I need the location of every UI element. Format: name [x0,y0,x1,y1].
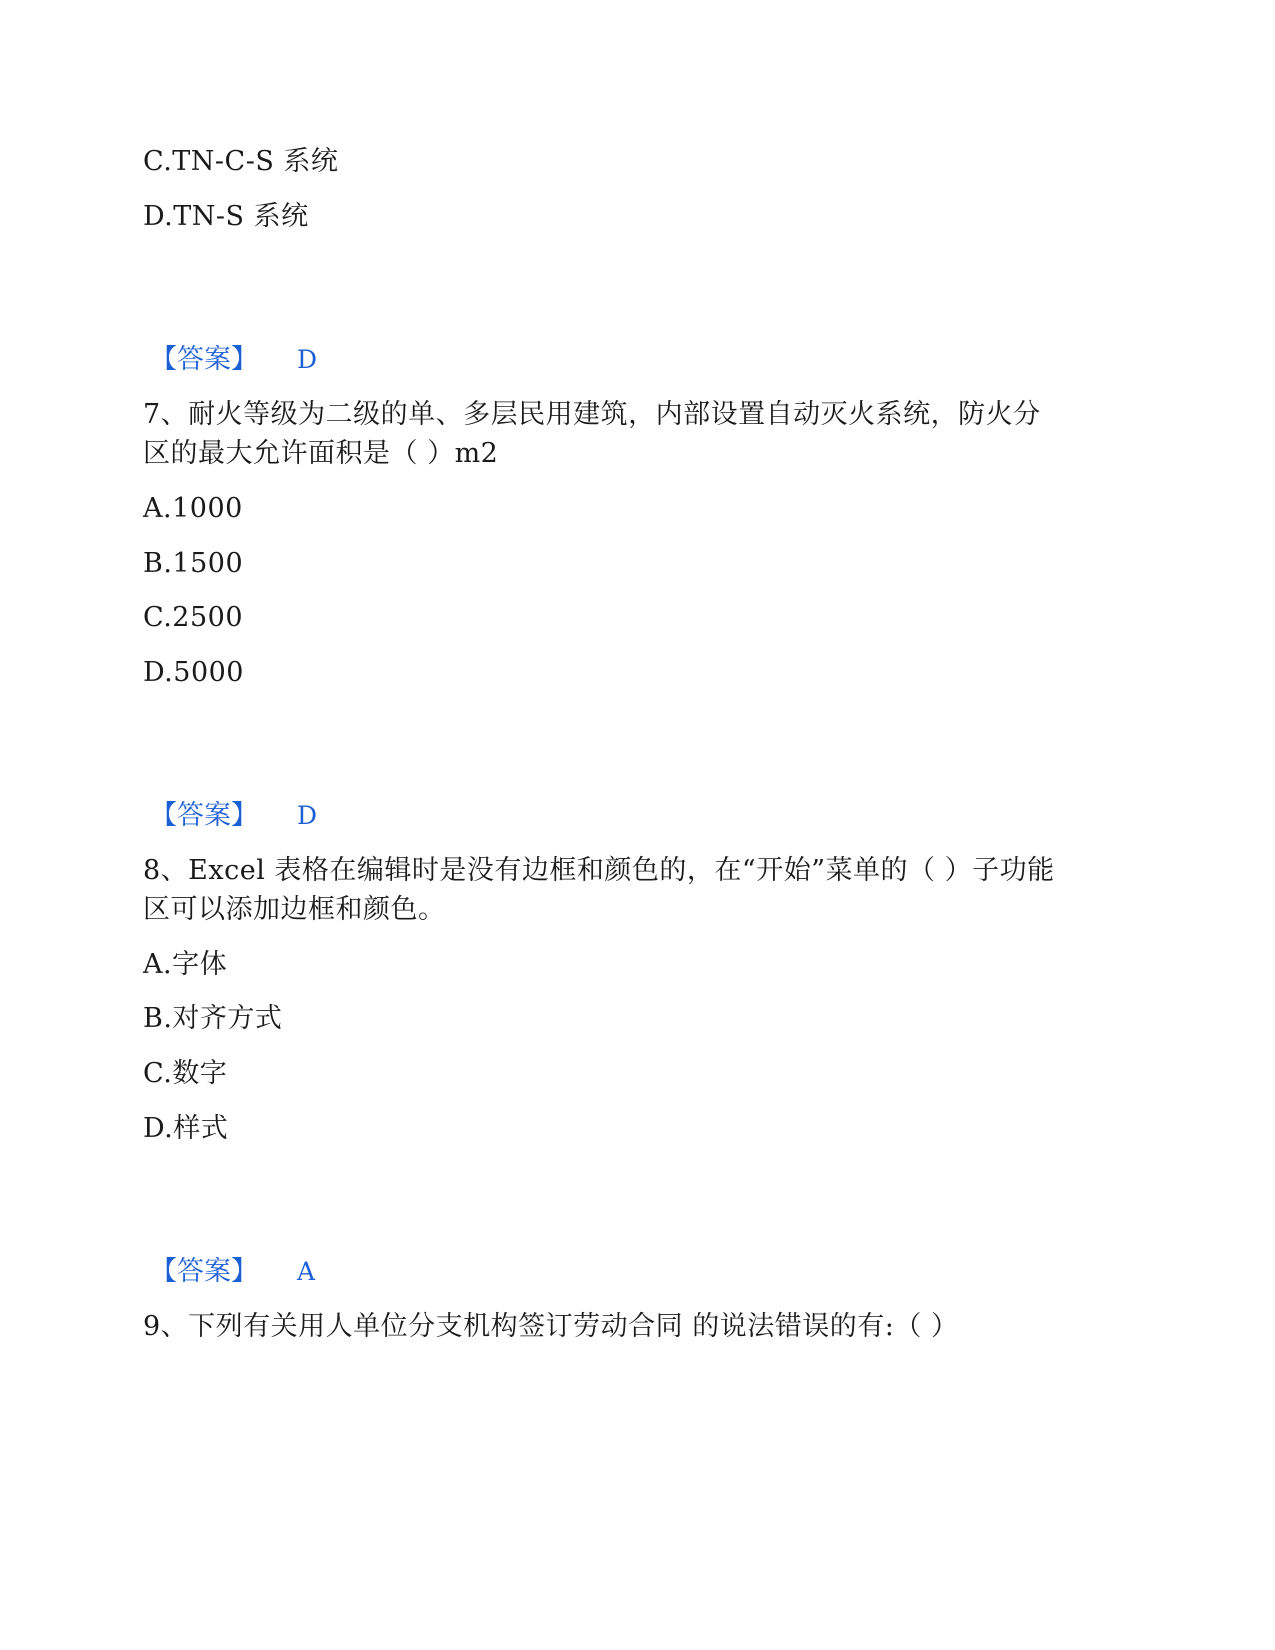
q8-option-c: C.数字 [143,1058,228,1089]
answer-value: D [297,345,318,374]
answer-value: A [297,1257,316,1286]
q8-answer [150,1256,316,1288]
q7-question-line1: 7、耐火等级为二级的单、多层民用建筑，内部设置自动灭火系统，防火分 [143,399,1041,430]
q7-question-line2: 区的最大允许面积是（ ）m2 [143,438,499,469]
q8-question-line2: 区可以添加边框和颜色。 [143,894,446,925]
q7-option-b: B.1500 [143,548,244,579]
answer-label: 【答案】 [150,344,258,375]
q7-option-c: C.2500 [143,602,243,633]
q6-answer [150,344,318,376]
q8-option-d: D.样式 [143,1113,229,1144]
answer-label: 【答案】 [150,800,258,831]
q7-option-d: D.5000 [143,657,244,688]
answer-value: D [297,801,318,830]
q8-option-b: B.对齐方式 [143,1003,283,1034]
q6-option-c: C.TN-C-S 系统 [143,146,339,177]
q6-option-d: D.TN-S 系统 [143,201,309,232]
answer-label: 【答案】 [150,1256,258,1287]
q7-option-a: A.1000 [143,493,243,524]
q8-question-line1: 8、Excel 表格在编辑时是没有边框和颜色的，在“开始”菜单的（ ）子功能 [143,855,1055,886]
q7-answer [150,800,318,832]
q8-option-a: A.字体 [143,949,228,980]
q9-question-line1: 9、下列有关用人单位分支机构签订劳动合同 的说法错误的有:（ ） [143,1311,959,1342]
